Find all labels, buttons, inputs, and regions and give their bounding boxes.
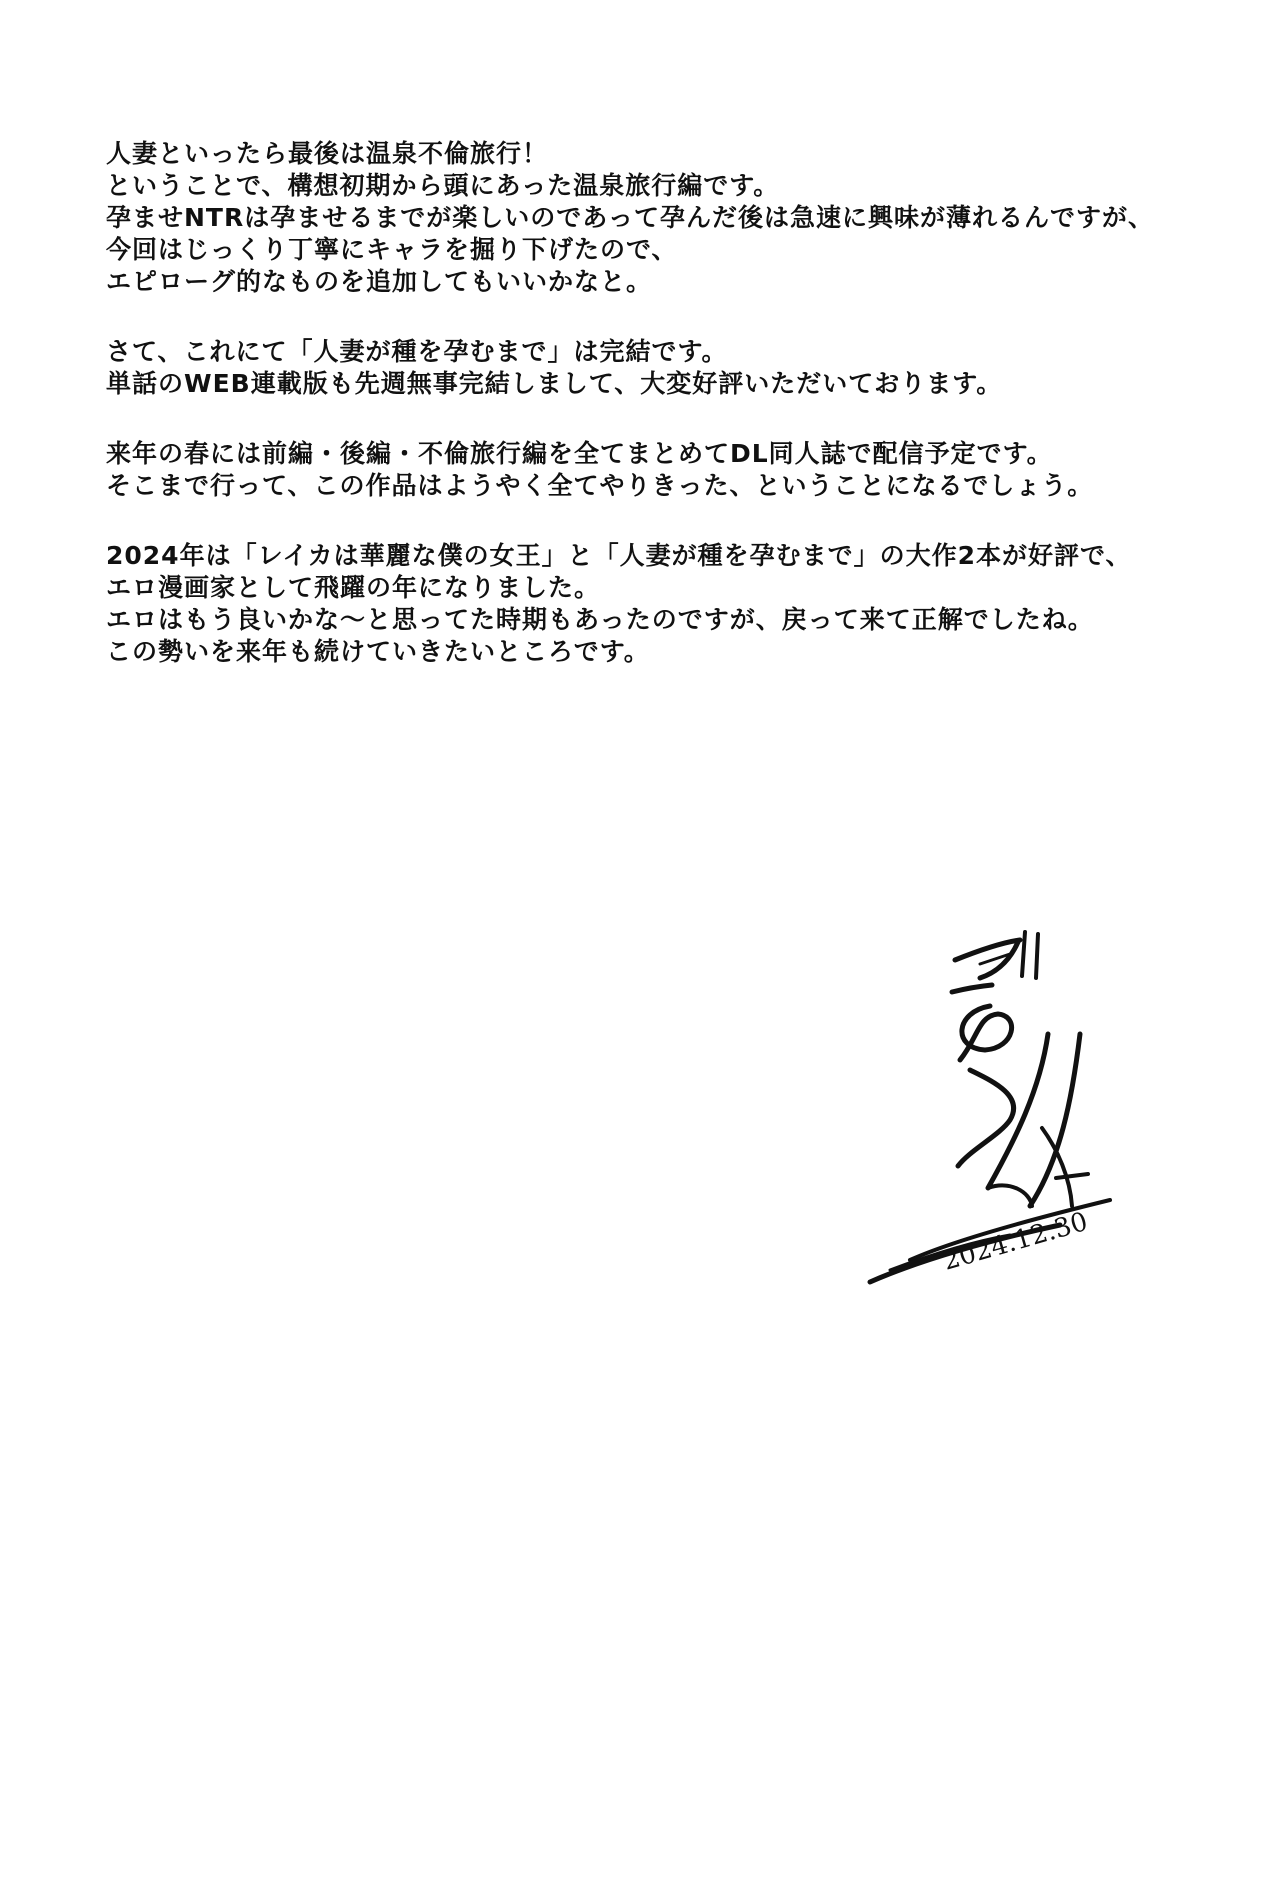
text-line: エロはもう良いかな～と思ってた時期もあったのですが、戻って来て正解でしたね。: [106, 605, 1094, 634]
text-line: ということで、構想初期から頭にあった温泉旅行編です。: [106, 171, 780, 200]
signature-drawing: [860, 930, 1120, 1290]
text-line: 人妻といったら最後は温泉不倫旅行！: [106, 139, 549, 168]
paragraph-4: [106, 540, 1186, 668]
signature-date: 2024.12.30: [939, 1206, 1092, 1277]
text-line: そこまで行って、この作品はようやく全てやりきった、ということになるでしょう。: [106, 471, 1094, 500]
text-line: エピローグ的なものを追加してもいいかなと。: [106, 267, 653, 296]
text-line: さて、これにて「人妻が種を孕むまで」は完結です。: [106, 337, 728, 366]
text-line: エロ漫画家として飛躍の年になりました。: [106, 573, 601, 602]
afterword-text: [106, 138, 1186, 706]
text-line: 来年の春には前編・後編・不倫旅行編を全てまとめてDL同人誌で配信予定です。: [106, 439, 1053, 468]
paragraph-3: [106, 438, 1186, 502]
text-line: 単話のWEB連載版も先週無事完結しまして、大変好評いただいております。: [106, 369, 1003, 398]
text-line: 今回はじっくり丁寧にキャラを掘り下げたので、: [106, 235, 678, 264]
paragraph-1: [106, 138, 1186, 298]
text-line: 2024年は「レイカは華麗な僕の女王」と「人妻が種を孕むまで」の大作2本が好評で、: [106, 541, 1132, 570]
handwritten-signature: [860, 930, 1120, 1290]
text-line: この勢いを来年も続けていきたいところです。: [106, 637, 650, 666]
text-line: 孕ませNTRは孕ませるまでが楽しいのであって孕んだ後は急速に興味が薄れるんですが、: [106, 203, 1154, 232]
paragraph-2: [106, 336, 1186, 400]
